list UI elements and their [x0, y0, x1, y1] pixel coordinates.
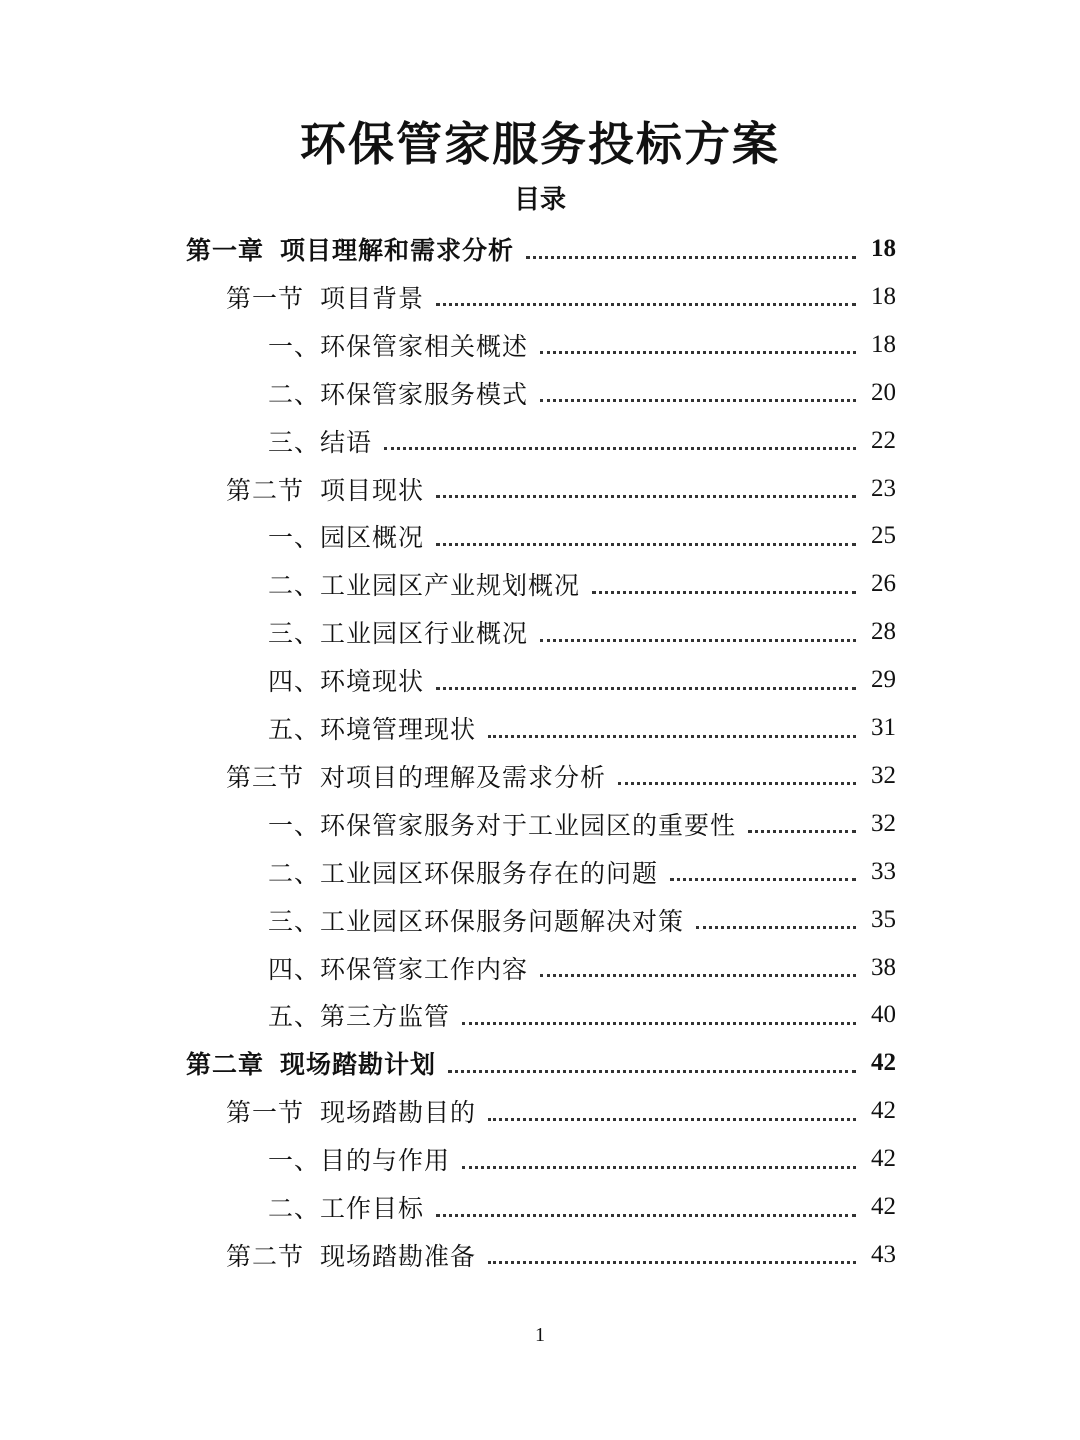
dot-leader — [540, 351, 856, 354]
toc-entry-text: 一、园区概况 — [268, 523, 425, 553]
toc-entry-label — [268, 902, 684, 938]
toc-entry[interactable] — [268, 800, 896, 848]
toc-entry-page: 18 — [871, 330, 896, 358]
toc-entry-number: 第一节 — [226, 1098, 305, 1128]
dot-leader — [462, 1022, 856, 1025]
toc-entry-page: 31 — [871, 714, 896, 741]
toc-entry[interactable] — [268, 704, 896, 752]
toc-entry-text: 现场踏勘目的 — [320, 1098, 477, 1128]
dot-leader — [436, 543, 856, 546]
toc-entry-page: 33 — [871, 857, 896, 885]
toc-entry[interactable] — [268, 608, 896, 656]
toc-entry-page: 29 — [871, 666, 896, 694]
toc-entry-page: 35 — [871, 905, 896, 933]
toc-entry-page: 42 — [871, 1097, 896, 1125]
dot-leader — [436, 687, 856, 690]
toc-entry[interactable] — [226, 1231, 896, 1279]
document-title: 环保管家服务投标方案 — [300, 117, 780, 171]
toc-entry-text: 项目背景 — [320, 283, 425, 313]
toc-entry-text: 五、环境管理现状 — [268, 715, 477, 744]
dot-leader — [462, 1166, 856, 1169]
toc-entry-text: 三、工业园区环保服务问题解决对策 — [268, 906, 685, 936]
toc-entry-text: 一、目的与作用 — [268, 1146, 451, 1176]
toc-entry[interactable] — [268, 417, 896, 465]
toc-entry-page: 22 — [871, 426, 896, 454]
toc-entry[interactable] — [226, 1087, 896, 1135]
toc-entry-text: 五、第三方监管 — [268, 1002, 451, 1032]
toc-entry-text: 二、工作目标 — [268, 1194, 425, 1223]
toc-entry[interactable] — [268, 656, 896, 704]
toc-entry-page: 32 — [871, 761, 896, 789]
toc-entry-text: 二、工业园区环保服务存在的问题 — [268, 858, 659, 888]
dot-leader — [488, 1118, 856, 1121]
toc-entry-label — [268, 1189, 424, 1225]
toc-entry-label — [268, 375, 528, 411]
toc-entry-page: 23 — [871, 474, 896, 502]
toc-entry[interactable] — [268, 369, 896, 417]
toc-entry[interactable] — [186, 1039, 896, 1087]
toc-entry[interactable] — [268, 896, 896, 944]
toc-entry-label — [268, 997, 450, 1033]
toc-entry-label — [268, 614, 528, 650]
dot-leader — [436, 303, 856, 306]
toc-entry-number: 第二章 — [186, 1050, 265, 1080]
toc-entry-number: 第二节 — [226, 475, 305, 505]
toc-entry-label — [226, 1093, 476, 1129]
toc-entry-page: 42 — [871, 1193, 896, 1220]
toc-entry-label — [268, 423, 372, 459]
toc-entry-number: 第二节 — [226, 1241, 305, 1271]
toc-entry-text: 现场踏勘计划 — [280, 1050, 437, 1080]
toc-entry[interactable] — [268, 848, 896, 896]
toc-entry-label — [268, 518, 424, 554]
toc-entry[interactable] — [226, 465, 896, 513]
toc-entry[interactable] — [268, 321, 896, 369]
toc-entry-text: 对项目的理解及需求分析 — [320, 762, 607, 792]
dot-leader — [526, 256, 856, 259]
dot-leader — [384, 447, 856, 450]
dot-leader — [448, 1070, 856, 1073]
toc-entry[interactable] — [268, 1135, 896, 1183]
toc-entry-text: 现场踏勘准备 — [320, 1241, 477, 1271]
toc-entry-text: 三、结语 — [268, 427, 373, 457]
dot-leader — [618, 782, 856, 785]
toc-entry-label — [226, 758, 606, 794]
toc-entry-text: 四、环保管家工作内容 — [268, 954, 529, 984]
toc-entry-page: 40 — [871, 1001, 896, 1029]
toc-entry[interactable] — [268, 512, 896, 560]
dot-leader — [670, 878, 856, 881]
toc-entry-page: 42 — [871, 1145, 896, 1173]
toc-entry-page: 18 — [871, 282, 896, 310]
toc-entry-label — [226, 1237, 476, 1273]
toc-entry-text: 二、环保管家服务模式 — [268, 379, 529, 409]
toc-entry[interactable] — [268, 991, 896, 1039]
dot-leader — [540, 399, 856, 402]
dot-leader — [540, 639, 856, 642]
toc-entry-label — [268, 1141, 450, 1177]
toc-entry-page: 18 — [871, 235, 896, 262]
toc-entry-label — [268, 327, 528, 363]
toc-entry-page: 25 — [871, 522, 896, 550]
dot-leader — [748, 830, 856, 833]
toc-entry-label — [268, 806, 736, 842]
toc-entry-text: 一、环保管家服务对于工业园区的重要性 — [268, 810, 737, 840]
dot-leader — [436, 495, 856, 498]
dot-leader — [696, 926, 856, 929]
toc-entry-number: 第一章 — [186, 236, 265, 265]
toc-entry-number: 第一节 — [226, 283, 305, 313]
toc-entry-page: 43 — [871, 1240, 896, 1268]
toc-entry-label — [268, 710, 476, 746]
toc-entry[interactable] — [268, 944, 896, 992]
toc-entry-page: 42 — [871, 1049, 896, 1077]
toc-entry-text: 三、工业园区行业概况 — [268, 619, 529, 649]
toc-entry[interactable] — [226, 752, 896, 800]
toc-entry-text: 四、环境现状 — [268, 667, 425, 697]
toc-entry-page: 20 — [871, 378, 896, 406]
toc-entry-page: 26 — [871, 570, 896, 598]
dot-leader — [592, 591, 856, 594]
toc-entry-number: 第三节 — [226, 762, 305, 792]
toc-entry[interactable] — [268, 560, 896, 608]
toc-entry[interactable] — [226, 273, 896, 321]
toc-entry-page: 28 — [871, 618, 896, 646]
toc-entry-text: 二、工业园区产业规划概况 — [268, 571, 581, 601]
toc-entry-text: 项目理解和需求分析 — [280, 236, 515, 265]
dot-leader — [436, 1214, 856, 1217]
dot-leader — [540, 974, 856, 977]
toc-entry-label — [268, 662, 424, 698]
toc-entry-label — [186, 1045, 436, 1081]
toc-entry-text: 一、环保管家相关概述 — [268, 331, 529, 361]
dot-leader — [488, 735, 856, 738]
page-number: 1 — [535, 1324, 545, 1346]
toc-entry-page: 38 — [871, 953, 896, 981]
dot-leader — [488, 1261, 856, 1264]
toc-entry-label — [226, 471, 424, 507]
toc-entry[interactable] — [268, 1183, 896, 1231]
toc-heading: 目录 — [513, 185, 566, 215]
toc-entry[interactable] — [186, 225, 896, 273]
toc-entry-label — [268, 950, 528, 986]
toc-entry-text: 项目现状 — [320, 475, 425, 505]
toc-entry-label — [268, 566, 580, 602]
toc-entry-label — [226, 279, 424, 315]
toc-entry-label — [268, 854, 658, 890]
toc-entry-label — [186, 231, 514, 267]
toc-entry-page: 32 — [871, 809, 896, 837]
